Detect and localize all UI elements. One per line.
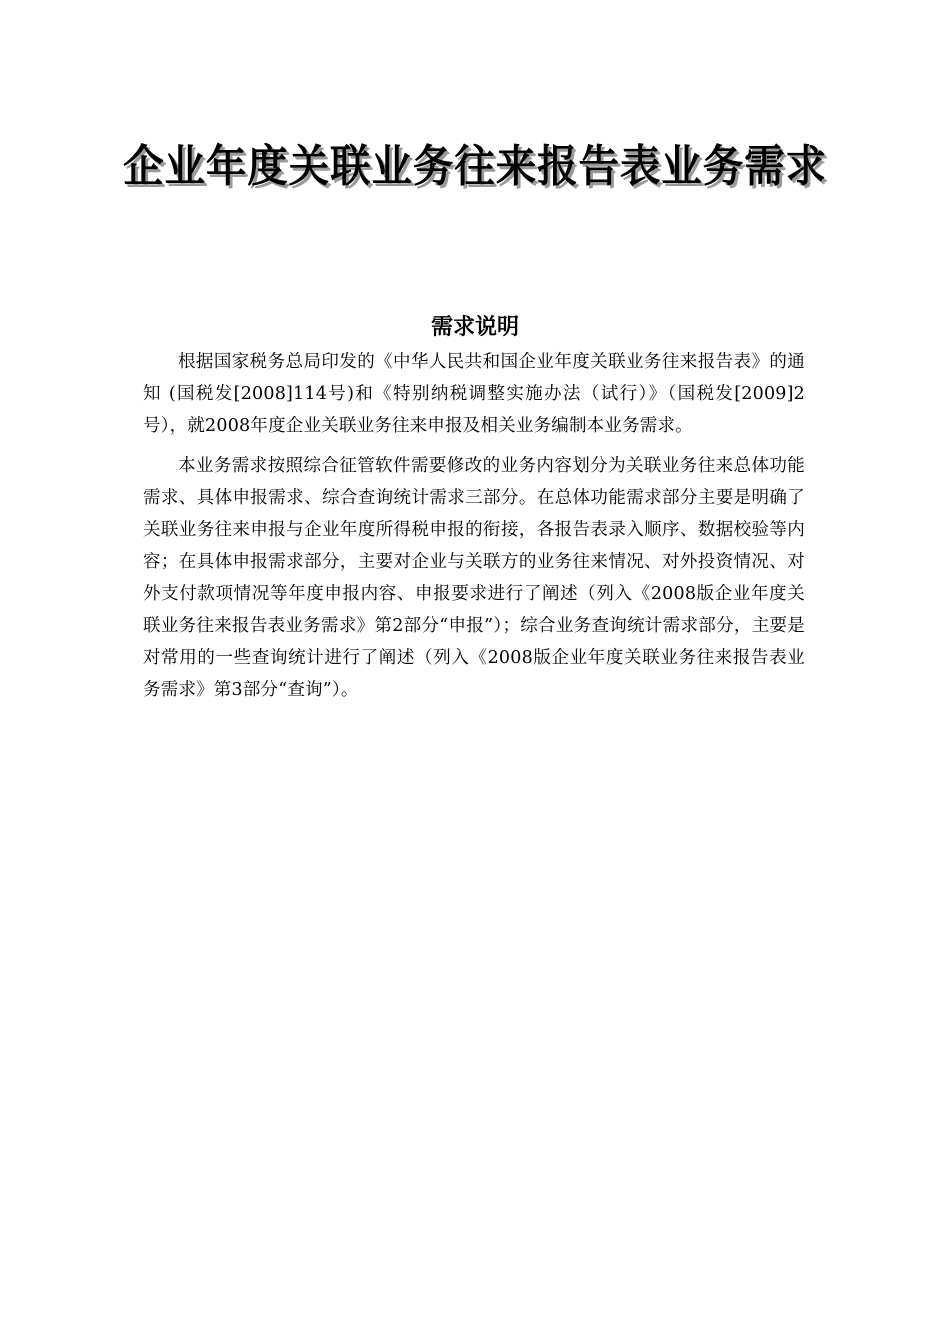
section-heading: 需求说明 [430,315,519,340]
body-text [143,346,805,714]
document-title: 企业年度关联业务往来报告表业务需求 [123,141,827,192]
paragraph: 根据国家税务总局印发的《中华人民共和国企业年度关联业务往来报告表》的通知 (国税发[2008]114号)和《特别纳税调整实施办法（试行）》（国税发[2009]2号），就2008年度企业关联业务往来申报及相关业务编制本业务需求。 [143,352,805,436]
paragraph: 本业务需求按照综合征管软件需要修改的业务内容划分为关联业务往来总体功能需求、具体申报需求、综合查询统计需求三部分。在总体功能需求部分主要是明确了关联业务往来申报与企业年度所得税申报的衔接，各报告表录入顺序、数据校验等内容；在具体申报需求部分，主要对企业与关联方的业务往来情况、对外投资情况、对外支付款项情况等年度申报内容、申报要求进行了阐述（列入《2008版企业年度关联业务往来报告表业务需求》第2部分“申报”）；综合业务查询统计需求部分，主要是对常用的一些查询统计进行了阐述（列入《2008版企业年度关联业务往来报告表业务需求》第3部分“查询”）。 [143,456,805,700]
